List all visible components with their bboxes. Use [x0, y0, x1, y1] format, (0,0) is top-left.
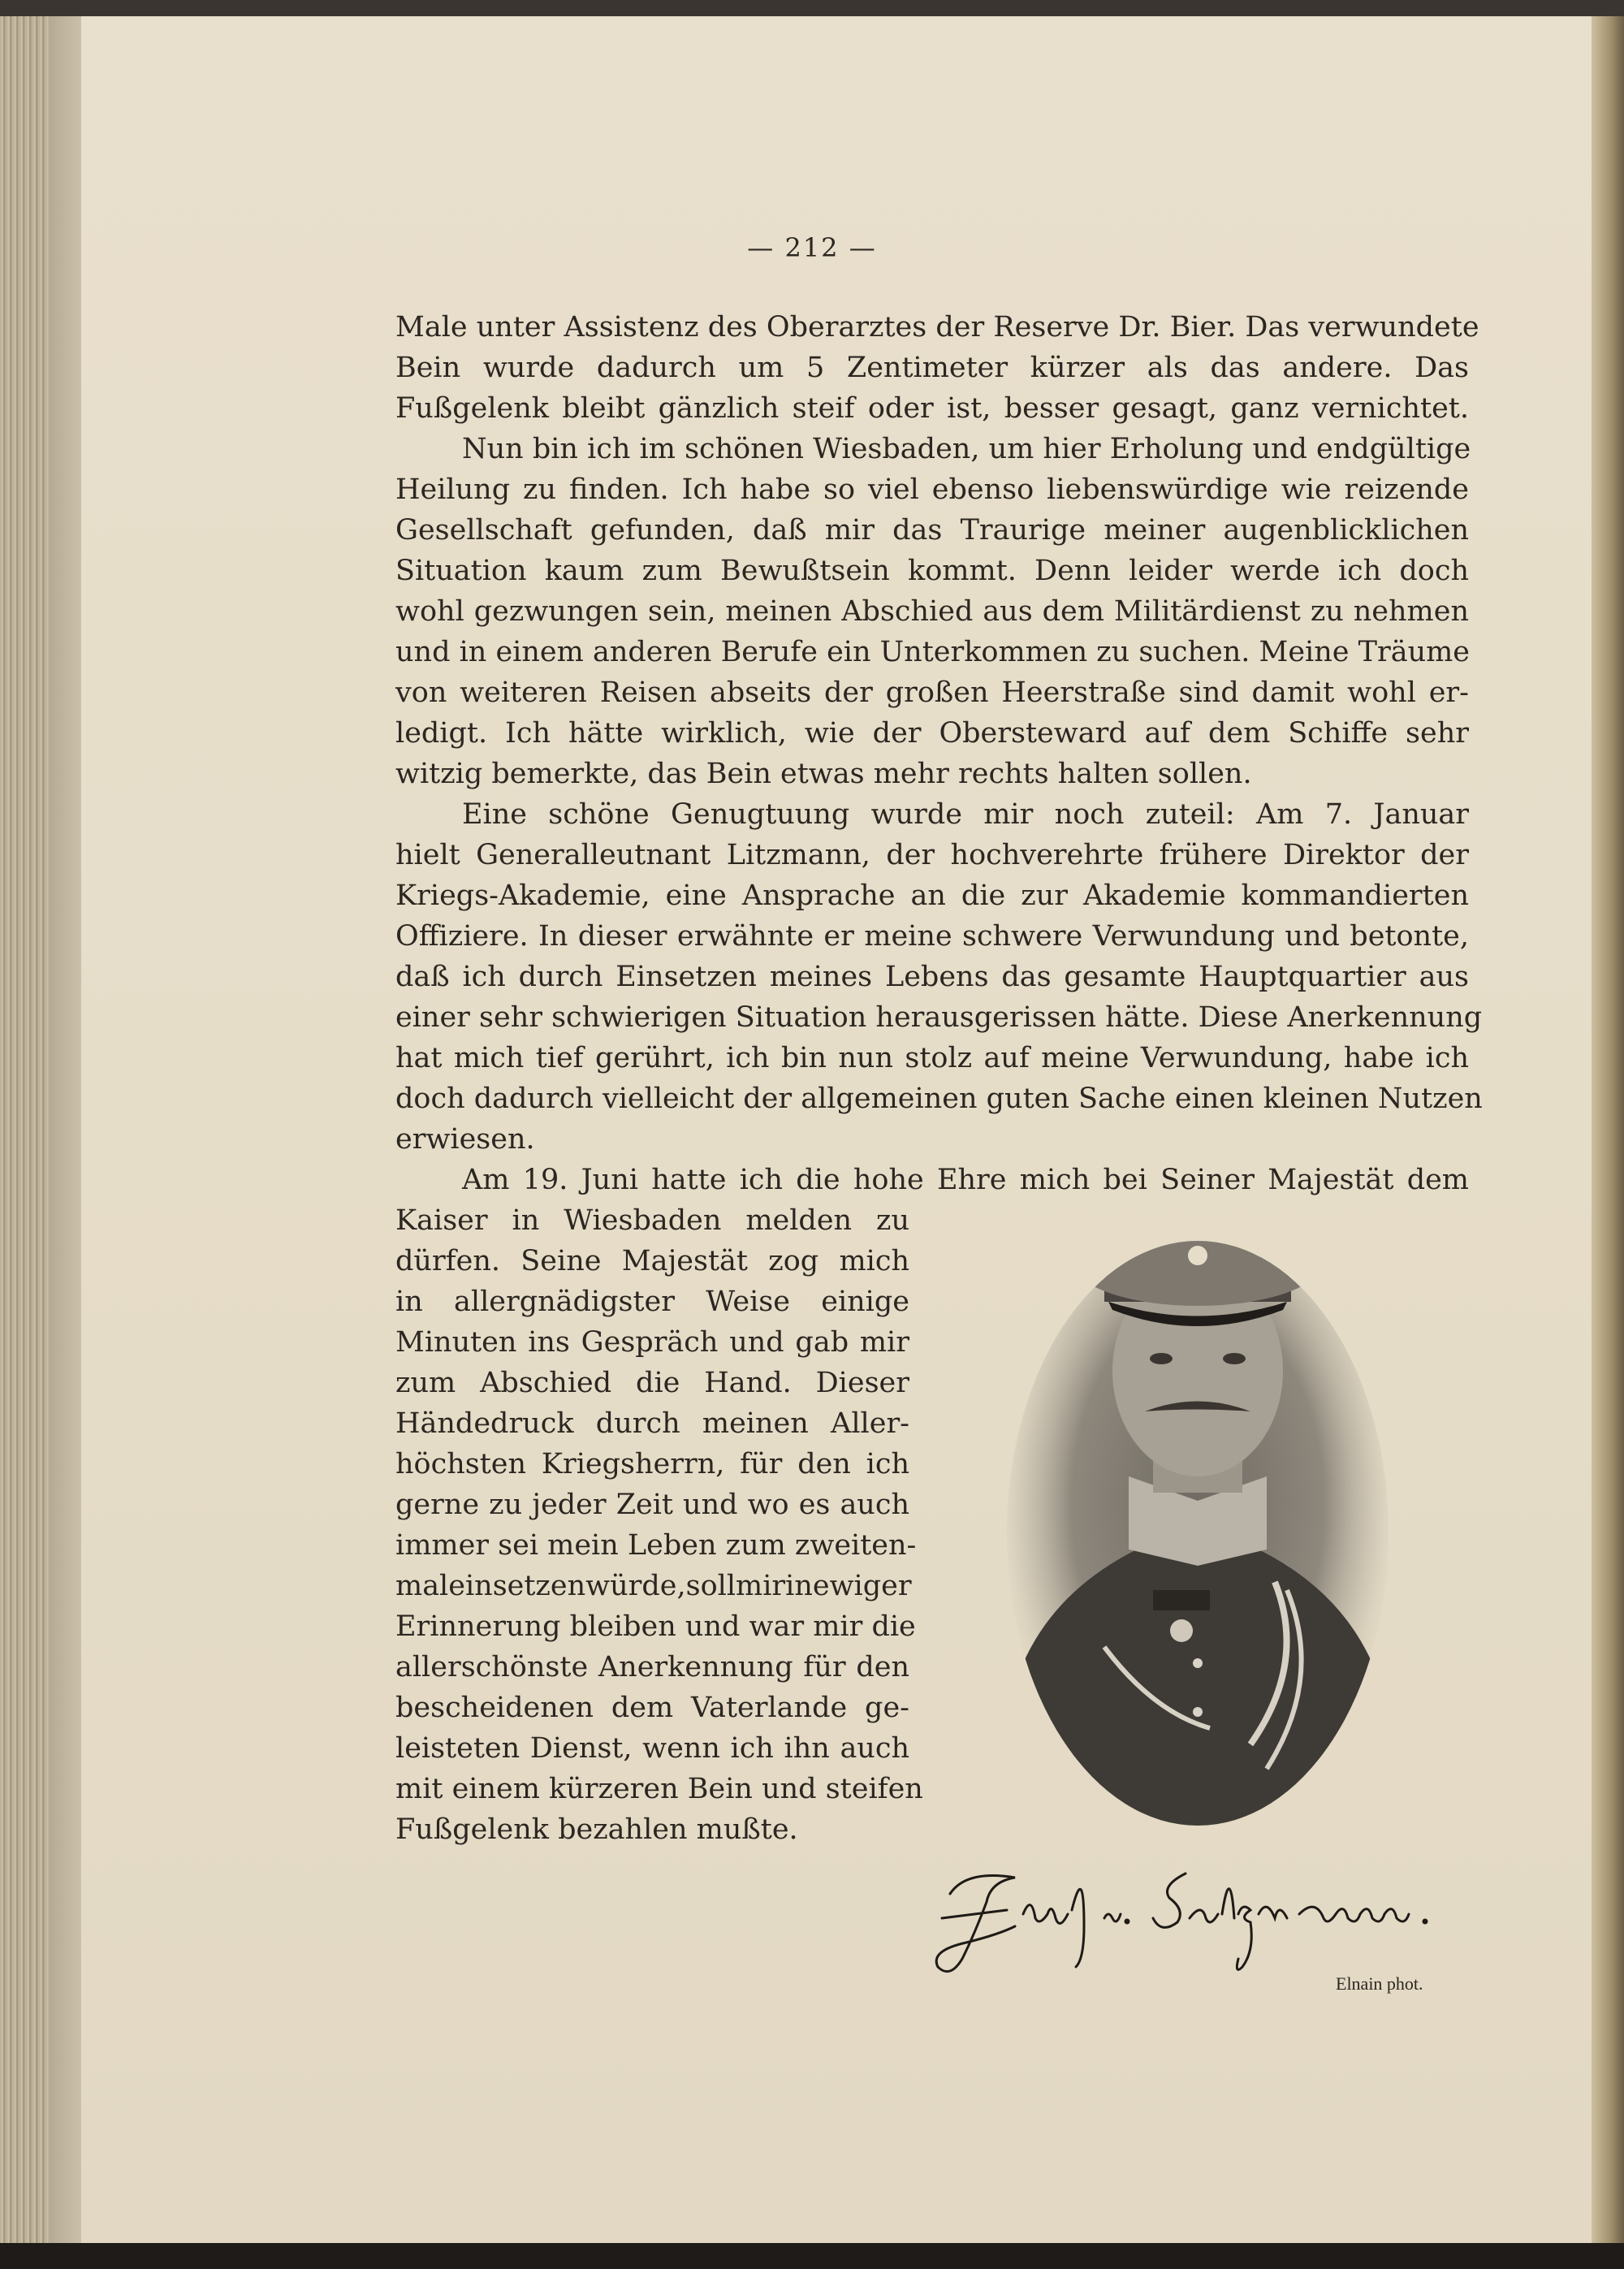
scan-border-bottom: [0, 2243, 1624, 2269]
text-line: Situation kaum zum Bewußtsein kommt. Denn leider werde ich doch: [395, 555, 1469, 587]
text-line: wohl gezwungen sein, meinen Abschied aus dem Militärdienst zu nehmen: [395, 595, 1469, 628]
text-line: Gesellschaft gefunden, daß mir das Traurige meiner augenblicklichen: [395, 514, 1469, 547]
text-line: daß ich durch Einsetzen meines Lebens das gesamte Hauptquartier aus: [395, 961, 1469, 993]
text-line: gerne zu jeder Zeit und wo es auch: [395, 1489, 909, 1521]
text-line: in allergnädigster Weise einige: [395, 1286, 909, 1318]
paragraph-4-wrapped: [395, 1200, 923, 1850]
portrait-photo: [1007, 1208, 1389, 1826]
text-line: allerschönste Anerkennung für den: [395, 1651, 909, 1683]
text-line: und in einem anderen Berufe ein Unterkommen zu suchen. Meine Träume: [395, 636, 1471, 668]
text-line: leisteten Dienst, wenn ich ihn auch: [395, 1732, 909, 1765]
paragraph-3: [395, 794, 1483, 1160]
text-line: Kriegs-Akademie, eine Ansprache an die zur Akademie kommandierten: [395, 880, 1469, 912]
page-right-edge: [1592, 16, 1624, 2245]
text-line: erwiesen.: [395, 1123, 535, 1156]
text-line: doch dadurch vielleicht der allgemeinen guten Sache einen kleinen Nutzen: [395, 1083, 1483, 1115]
text-line: immer sei mein Leben zum zweiten-: [395, 1529, 917, 1562]
text-line: mit einem kürzeren Bein und steifen: [395, 1773, 923, 1805]
text-line: zum Abschied die Hand. Dieser: [395, 1367, 909, 1399]
text-line: maleinsetzenwürde,sollmirinewiger: [395, 1570, 912, 1602]
text-line: höchsten Kriegsherrn, für den ich: [395, 1448, 909, 1480]
paragraph-4-lead: [395, 1160, 1469, 1200]
text-line: Nun bin ich im schönen Wiesbaden, um hier Erholung und endgültige: [462, 433, 1471, 465]
page-number: — 212 —: [747, 232, 877, 263]
text-line: Am 19. Juni hatte ich die hohe Ehre mich bei Seiner Majestät dem: [462, 1164, 1469, 1196]
text-line: ledigt. Ich hätte wirklich, wie der Obersteward auf dem Schiffe sehr: [395, 717, 1469, 750]
text-line: von weiteren Reisen abseits der großen Heerstraße sind damit wohl er-: [395, 676, 1469, 709]
text-line: Eine schöne Genugtuung wurde mir noch zuteil: Am 7. Januar: [462, 798, 1469, 831]
paragraph-2: [395, 429, 1469, 794]
text-line: Bein wurde dadurch um 5 Zentimeter kürzer als das andere. Das: [395, 352, 1469, 384]
text-line: Heilung zu finden. Ich habe so viel ebenso liebenswürdige wie reizende: [395, 473, 1469, 506]
text-line: Minuten ins Gespräch und gab mir: [395, 1326, 909, 1359]
text-line: Fußgelenk bezahlen mußte.: [395, 1813, 798, 1846]
text-line: Erinnerung bleiben und war mir die: [395, 1610, 916, 1643]
text-line: einer sehr schwierigen Situation herausgerissen hätte. Diese Anerkennung: [395, 1001, 1483, 1034]
text-line: hat mich tief gerührt, ich bin nun stolz auf meine Verwundung, habe ich: [395, 1042, 1469, 1074]
text-line: witzig bemerkte, das Bein etwas mehr rechts halten sollen.: [395, 758, 1252, 790]
text-line: Offiziere. In dieser erwähnte er meine schwere Verwundung und betonte,: [395, 920, 1469, 953]
text-line: Händedruck durch meinen Aller-: [395, 1407, 909, 1440]
text-line: Kaiser in Wiesbaden melden zu: [395, 1204, 909, 1237]
text-line: dürfen. Seine Majestät zog mich: [395, 1245, 909, 1277]
text-line: hielt Generalleutnant Litzmann, der hochverehrte frühere Direktor der: [395, 839, 1469, 871]
page-stack-edge: [0, 16, 49, 2245]
text-line: Fußgelenk bleibt gänzlich steif oder ist, besser gesagt, ganz vernichtet.: [395, 392, 1469, 425]
paragraph-1: [395, 307, 1479, 429]
text-line: Male unter Assistenz des Oberarztes der Reserve Dr. Bier. Das verwundete: [395, 311, 1479, 344]
text-line: bescheidenen dem Vaterlande ge-: [395, 1692, 909, 1724]
handwritten-signature: [918, 1837, 1486, 1991]
photo-credit: Elnain phot.: [1336, 1973, 1423, 1994]
